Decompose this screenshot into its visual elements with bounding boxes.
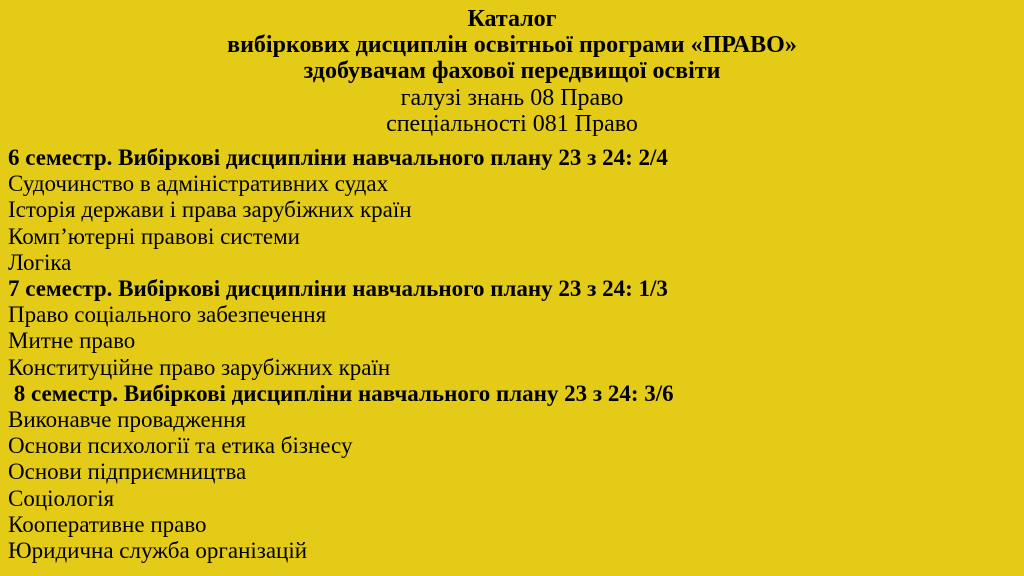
list-item: Логіка: [8, 249, 72, 275]
course-list: [0, 145, 1024, 564]
list-item: 7 семестр. Вибіркові дисципліни навчального плану 23 з 24: 1/3: [8, 276, 668, 302]
title-line-1: Каталог: [467, 6, 557, 32]
subtitle-line-1: галузі знань 08 Право: [400, 85, 624, 111]
slide-title: [0, 6, 1024, 84]
list-item: Судочинство в адміністративних судах: [8, 171, 389, 197]
title-line-2: вибіркових дисциплін освітньої програми «ПРАВО»: [227, 32, 797, 58]
list-item: Конституційне право зарубіжних країн: [8, 354, 391, 380]
subtitle-line-2: спеціальності 081 Право: [386, 111, 638, 137]
list-item: Митне право: [8, 328, 136, 354]
list-item: Право соціального забезпечення: [8, 302, 327, 328]
list-item: Виконавче провадження: [8, 407, 246, 433]
list-item: Кооперативне право: [8, 511, 207, 537]
list-item: 6 семестр. Вибіркові дисципліни навчального плану 23 з 24: 2/4: [8, 145, 668, 170]
list-item: 8 семестр. Вибіркові дисципліни навчального плану 23 з 24: 3/6: [8, 380, 674, 406]
list-item: Історія держави і права зарубіжних країн: [8, 197, 412, 223]
list-item: Комп’ютерні правові системи: [8, 223, 300, 249]
list-item: Основи підприємництва: [8, 459, 247, 485]
title-line-3: здобувачам фахової передвищої освіти: [303, 58, 721, 84]
list-item: Основи психології та етика бізнесу: [8, 433, 353, 459]
list-item: Юридична служба організацій: [8, 538, 308, 564]
list-item: Соціологія: [8, 485, 115, 511]
slide-subtitle: [0, 85, 1024, 137]
